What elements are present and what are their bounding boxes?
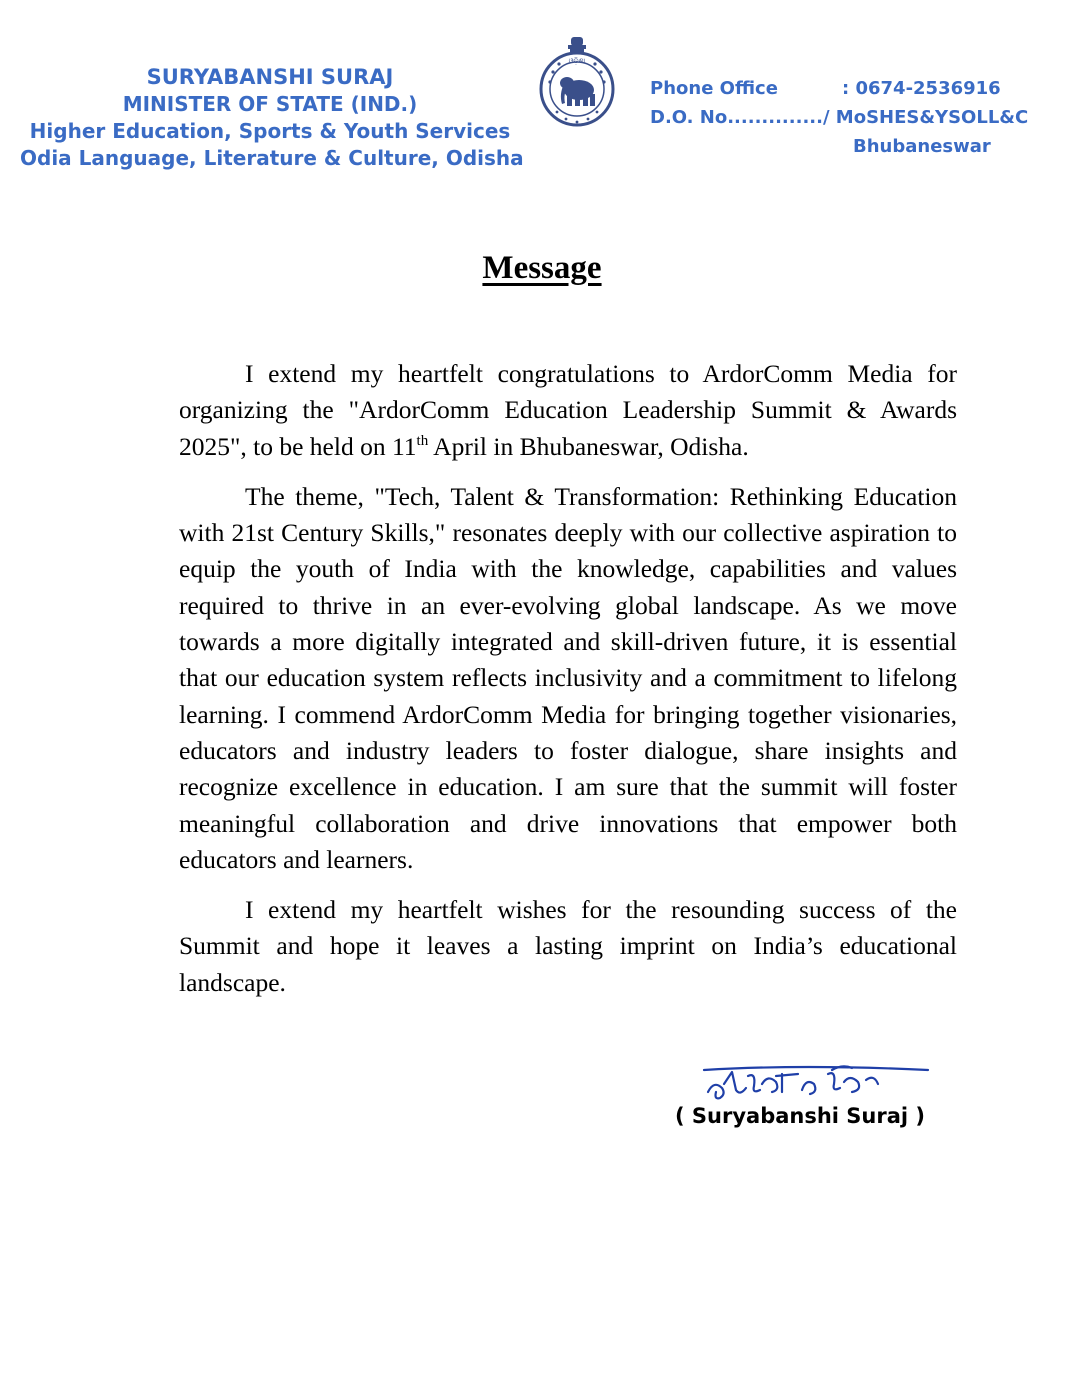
department-line-2: Odia Language, Literature & Culture, Odisha bbox=[20, 146, 524, 170]
svg-text:ଓଡ଼ିଶା: ଓଡ଼ିଶା bbox=[568, 57, 586, 65]
paragraph-3: I extend my heartfelt wishes for the resounding success of the Summit and hope it leaves a lasting imprint on India’s educational landscape. bbox=[179, 895, 957, 997]
city: Bhubaneswar bbox=[853, 136, 991, 157]
letterhead-minister-block bbox=[20, 64, 524, 172]
handwritten-signature-icon bbox=[702, 1062, 932, 1106]
letterhead-contact-block bbox=[650, 74, 1070, 161]
paragraph-1-text: I extend my heartfelt congratulations to ArdorComm Media for organizing the "ArdorComm Education Leadership Summit & Awards 2025", to be held on 11 bbox=[179, 359, 957, 461]
phone-value: : 0674-2536916 bbox=[842, 78, 1001, 99]
city-row bbox=[650, 132, 1070, 161]
paragraph-1-text-end: April in Bhubaneswar, Odisha. bbox=[428, 431, 749, 461]
signatory-name: ( Suryabanshi Suraj ) bbox=[675, 1104, 926, 1128]
do-number-row bbox=[650, 103, 1070, 132]
date-suffix: th bbox=[416, 432, 429, 449]
phone-label: Phone Office bbox=[650, 78, 778, 99]
minister-designation: MINISTER OF STATE (IND.) bbox=[122, 92, 418, 116]
paragraph-2: The theme, "Tech, Talent & Transformation: Rethinking Education with 21st Century Skills," resonates deeply with our collective aspiration to equip the youth of India with the knowledge, capabilities and values required to thrive in an ever-evolving global landscape. As we move towards a more digitally integrated and skill-driven future, it is essential that our education system reflects inclusivity and a commitment to lifelong learning. I commend ArdorComm Media for bringing together visionaries, educators and industry leaders to foster dialogue, share insights and recognize excellence in education. I am sure that the summit will foster meaningful collaboration and drive innovations that empower both educators and learners. bbox=[179, 481, 957, 874]
minister-name: SURYABANSHI SURAJ bbox=[146, 65, 394, 89]
message-body bbox=[179, 356, 957, 1015]
odisha-emblem-icon bbox=[537, 34, 617, 130]
paragraph-1 bbox=[179, 356, 957, 465]
do-number: D.O. No............../ MoSHES&YSOLL&C bbox=[650, 107, 1029, 128]
department-line-1: Higher Education, Sports & Youth Services bbox=[29, 119, 511, 143]
page-title: Message bbox=[482, 250, 602, 286]
phone-row bbox=[650, 74, 1070, 103]
